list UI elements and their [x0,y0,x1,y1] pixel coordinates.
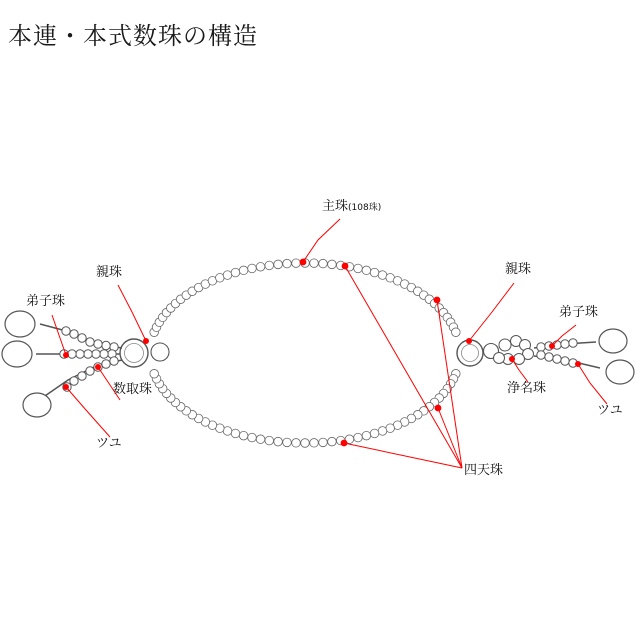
label-tsuyu-left: ツユ [96,436,122,451]
page-title: 本連・本式数珠の構造 [8,22,258,50]
parent-bead-right-shape [457,340,483,366]
main-bead-loop [150,259,460,448]
disciple-beads-left-shapes [60,327,118,391]
label-counter-beads: 数取珠 [113,382,153,397]
tsuyu-left-shapes [2,311,51,417]
label-main-beads-count: (108珠) [348,203,382,213]
tsuyu-right-shapes [599,329,634,384]
label-joumyou-bead: 浄名珠 [507,381,547,396]
label-disciple-beads-right: 弟子珠 [559,305,599,320]
label-disciple-beads-left: 弟子珠 [26,294,66,309]
label-main-beads [322,200,381,214]
parent-side-bead-left [151,343,169,361]
label-tsuyu-right: ツユ [597,403,623,418]
joumyou-bead-shape [484,336,534,365]
label-main-beads-text: 主珠 [322,199,349,214]
label-shiten-beads: 四天珠 [464,463,504,478]
disciple-beads-right-shapes [537,339,577,367]
parent-bead-left-shape [120,339,148,367]
label-parent-bead-left: 親珠 [96,265,123,280]
label-parent-bead-right: 親珠 [505,262,532,277]
